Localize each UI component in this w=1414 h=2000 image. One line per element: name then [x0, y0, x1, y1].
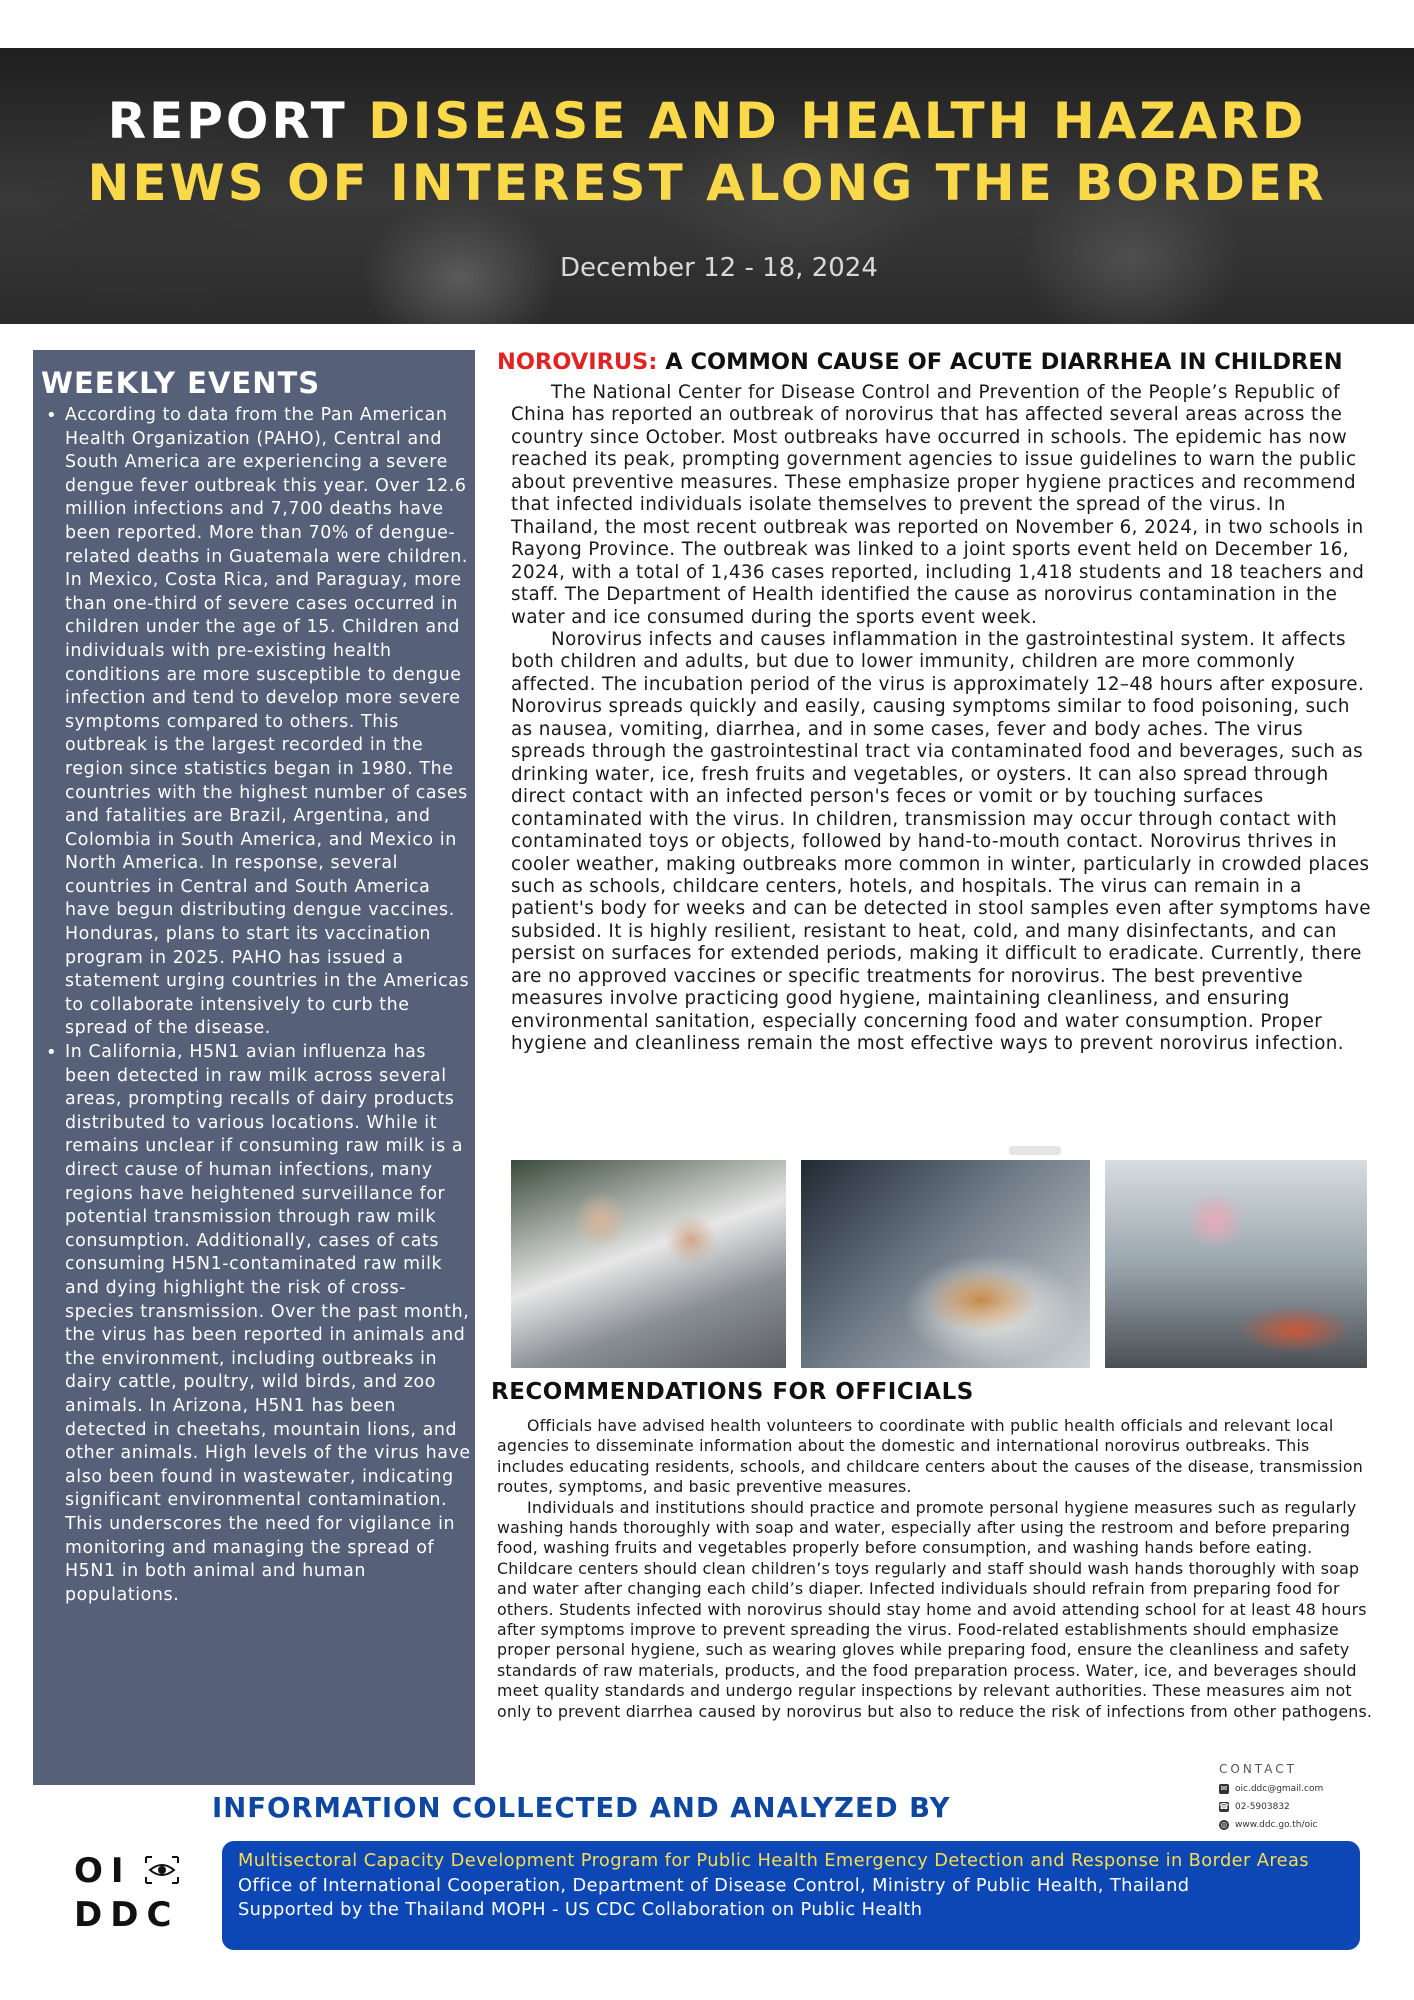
photo-food-serving [801, 1160, 1090, 1368]
photo-kitchen-cook [1105, 1160, 1367, 1368]
article-paragraph: Norovirus infects and causes inflammation in the gastrointestinal system. It affects both children and adults, but due to lower immunity, children are more commonly affected. The incubation period of the virus is approximately 12–48 hours after exposure. Norovirus spreads quickly and easily, causing symptoms similar to food poisoning, such as nausea, vomiting, diarrhea, and in some cases, fever and body aches. The virus spreads through the gastrointestinal tract via contaminated food and beverages, such as drinking water, ice, fresh fruits and vegetables, or oysters. It can also spread through direct contact with an infected person's feces or vomit or by touching surfaces contaminated with the virus. In children, transmission may occur through contact with contaminated toys or objects, followed by hand-to-mouth contact. Norovirus thrives in cooler weather, making outbreaks more common in winter, particularly in crowded places such as schools, childcare centers, hotels, and hospitals. The virus can remain in a patient's body for weeks and can be detected in stool samples even after symptoms have subsided. It is highly resilient, resistant to heat, cold, and many disinfectants, and can persist on surfaces for extended periods, making it difficult to eradicate. Currently, there are no approved vaccines or specific treatments for norovirus. The best preventive measures involve practicing good hygiene, maintaining cleanliness, and ensuring environmental sanitation, especially concerning food and water consumption. Proper hygiene and cleanliness remain the most effective ways to prevent norovirus infection. [511, 628, 1371, 1055]
weekly-events-panel [33, 350, 475, 1785]
title-report: REPORT [107, 92, 348, 150]
mail-icon: ✉ [1220, 1784, 1228, 1793]
program-name: Multisectoral Capacity Development Program for Public Health Emergency Detection and Response in Border Areas [238, 1850, 1309, 1871]
recommendation-paragraph: Individuals and institutions should practice and promote personal hygiene measures such as regularly washing hands thoroughly with soap and water, especially after using the restroom and before preparing food, washing fruits and vegetables properly before consumption, and washing hands before eating. Childcare centers should clean children’s toys regularly and staff should wash hands thoroughly with soap and water after changing each child’s diaper. Infected individuals should refrain from preparing food for others. Students infected with norovirus should stay home and avoid attending school for at least 48 hours after symptoms improve to prevent spreading the virus. Food-related establishments should emphasize proper personal hygiene, such as wearing gloves while preparing food, ensure the cleanliness and safety standards of raw materials, products, and the food preparation process. Water, ice, and beverages should meet quality standards and undergo regular inspections by relevant authorities. These measures aim not only to prevent diarrhea caused by norovirus but also to reduce the risk of infections from other pathogens. [497, 1497, 1373, 1721]
page-title [0, 90, 1414, 214]
logo-text-oi: OI [74, 1851, 132, 1891]
contact-title: CONTACT [1219, 1762, 1297, 1776]
recommendation-paragraph: Officials have advised health volunteers to coordinate with public health officials and relevant local agencies to disseminate information about the domestic and international norovirus outbreaks. This includes educating residents, schools, and childcare centers about the causes of the disease, transmission routes, symptoms, and basic preventive measures. [497, 1416, 1363, 1497]
article-title-keyword: NOROVIRUS: [497, 349, 658, 375]
photo-strip-handle [1009, 1146, 1061, 1155]
article-title [497, 349, 1377, 375]
recommendations-body [497, 1416, 1377, 1722]
title-line2: NEWS OF INTEREST ALONG THE BORDER [87, 154, 1327, 212]
contact-block [1219, 1762, 1389, 1834]
weekly-events-heading: WEEKLY EVENTS [41, 366, 321, 400]
weekly-event-h5n1: • In California, H5N1 avian influenza has been detected in raw milk across several areas, prompting recalls of dairy products distributed to various locations. While it remains unclear if consuming raw milk is a direct cause of human infections, many regions have heightened surveillance for potential transmission through raw milk consumption. Additionally, cases of cats consuming H5N1-contaminated raw milk and dying highlight the risk of cross-species transmission. Over the past month, the virus has been reported in animals and the environment, including outbreaks in dairy cattle, poultry, wild birds, and zoo animals. In Arizona, H5N1 has been detected in cheetahs, mountain lions, and other animals. High levels of the virus have also been found in wastewater, indicating significant environmental contamination. This underscores the need for vigilance in monitoring and managing the spread of H5N1 in both animal and human populations. [41, 1041, 471, 1607]
photo-children-handwashing [511, 1160, 786, 1368]
oic-ddc-logo [74, 1851, 194, 1941]
phone-icon: ☎ [1219, 1802, 1229, 1811]
article-title-text: A COMMON CAUSE OF ACUTE DIARRHEA IN CHILDREN [665, 349, 1343, 375]
contact-email-row[interactable] [1219, 1780, 1389, 1798]
article-body [511, 382, 1377, 1056]
recommendations-heading: RECOMMENDATIONS FOR OFFICIALS [491, 1379, 974, 1405]
office-name: Office of International Cooperation, Department of Disease Control, Ministry of Public Health, Thailand [238, 1874, 1190, 1896]
globe-icon: ◎ [1220, 1820, 1228, 1829]
contact-web-row[interactable] [1219, 1816, 1389, 1834]
program-info-box [222, 1841, 1360, 1950]
article-paragraph: The National Center for Disease Control and Prevention of the People’s Republic of China has reported an outbreak of norovirus that has affected several areas across the country since October. Most outbreaks have occurred in schools. The epidemic has now reached its peak, prompting government agencies to issue guidelines to warn the public about preventive measures. These emphasize proper hygiene practices and recommend that infected individuals isolate themselves to prevent the spread of the virus. In Thailand, the most recent outbreak was reported on November 6, 2024, in two schools in Rayong Province. The outbreak was linked to a joint sports event held on December 16, 2024, with a total of 1,436 cases reported, including 1,418 students and 18 teachers and staff. The Department of Health identified the cause as norovirus contamination in the water and ice consumed during the sports event week. [511, 382, 1365, 628]
contact-web[interactable]: www.ddc.go.th/oic [1235, 1820, 1318, 1830]
contact-phone-row[interactable] [1219, 1798, 1389, 1816]
eye-icon [144, 1855, 180, 1885]
support-note: Supported by the Thailand MOPH - US CDC Collaboration on Public Health [238, 1899, 923, 1921]
title-line1: DISEASE AND HEALTH HAZARD [368, 92, 1307, 150]
collected-by-heading: INFORMATION COLLECTED AND ANALYZED BY [212, 1792, 951, 1824]
weekly-event-dengue: • According to data from the Pan American Health Organization (PAHO), Central and South America are experiencing a severe dengue fever outbreak this year. Over 12.6 million infections and 7,700 deaths have been reported. More than 70% of dengue-related deaths in Guatemala were children. In Mexico, Costa Rica, and Paraguay, more than one-third of severe cases occurred in children under the age of 15. Children and individuals with pre-existing health conditions are more susceptible to dengue infection and tend to develop more severe symptoms compared to others. This outbreak is the largest recorded in the region since statistics began in 1980. The countries with the highest number of cases and fatalities are Brazil, Argentina, and Colombia in South America, and Mexico in North America. In response, several countries in Central and South America have begun distributing dengue vaccines. Honduras, plans to start its vaccination program in 2025. PAHO has issued a statement urging countries in the Americas to collaborate intensively to curb the spread of the disease. [41, 404, 471, 1041]
contact-phone[interactable]: 02-5903832 [1235, 1802, 1290, 1812]
contact-email[interactable]: oic.ddc@gmail.com [1235, 1784, 1324, 1794]
header-banner [0, 48, 1414, 324]
report-date: December 12 - 18, 2024 [560, 253, 878, 283]
weekly-events-list [41, 404, 471, 1607]
logo-text-ddc: DDC [74, 1895, 180, 1935]
